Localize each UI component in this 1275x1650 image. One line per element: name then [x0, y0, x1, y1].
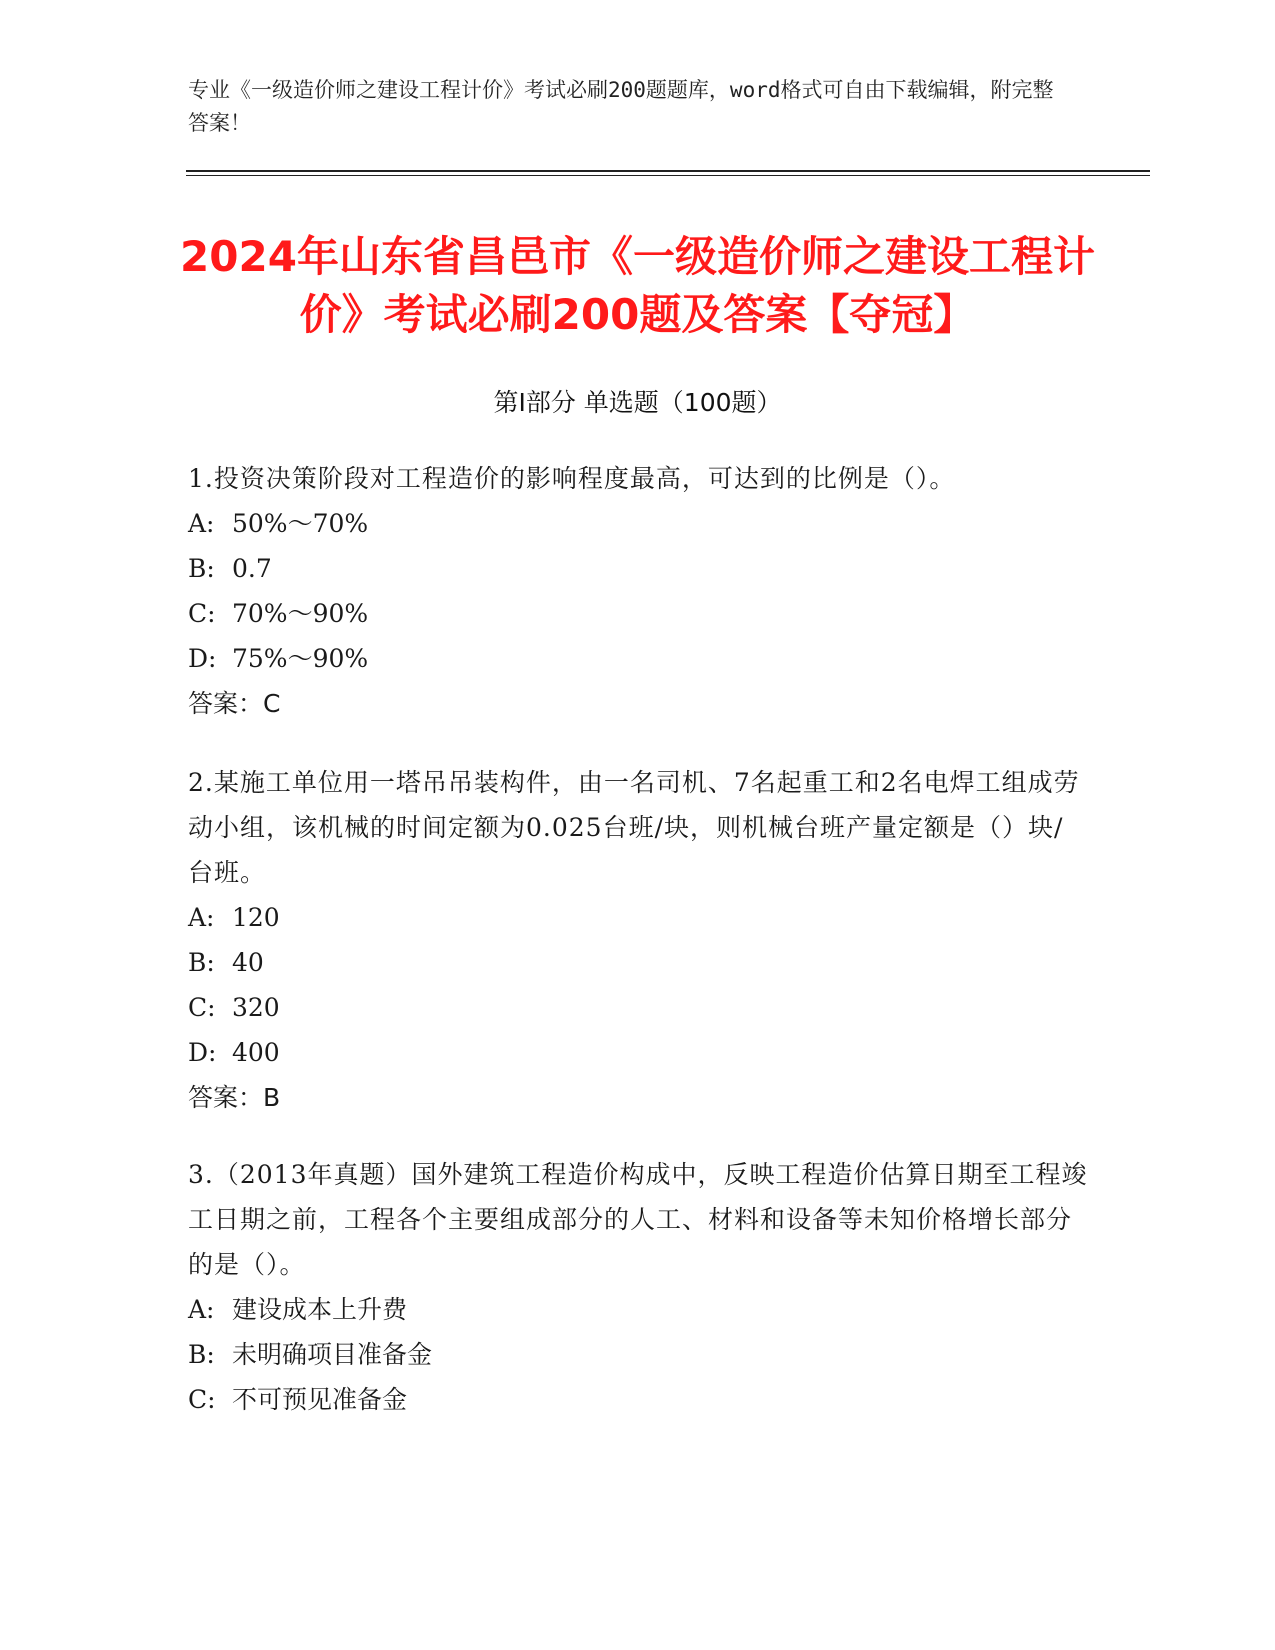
option-text: 400: [232, 1038, 280, 1067]
option-a: [188, 501, 1088, 546]
answer-line: 答案：B: [188, 1083, 281, 1112]
option-c: [188, 591, 1088, 636]
option-text: 50%～70%: [232, 509, 369, 538]
option-text: 建设成本上升费: [232, 1295, 408, 1324]
option-letter: D:: [188, 1038, 217, 1067]
option-text: 320: [232, 993, 280, 1022]
question-2: [188, 760, 1088, 1120]
option-d: [188, 636, 1088, 681]
option-b: [188, 546, 1088, 591]
option-letter: D:: [188, 644, 217, 673]
option-c: [188, 1377, 1088, 1422]
option-text: 未明确项目准备金: [232, 1340, 433, 1369]
option-letter: A:: [188, 1295, 215, 1324]
option-letter: C:: [188, 599, 216, 628]
option-letter: B:: [188, 554, 215, 583]
option-text: 不可预见准备金: [232, 1385, 408, 1414]
option-text: 120: [232, 903, 280, 932]
option-text: 40: [232, 948, 264, 977]
question-3: [188, 1152, 1088, 1422]
question-stem: 1.投资决策阶段对工程造价的影响程度最高，可达到的比例是（）。: [188, 464, 956, 493]
option-b: [188, 1332, 1088, 1377]
header-note: 专业《一级造价师之建设工程计价》考试必刷200题题库，word格式可自由下载编辑，附完整答案！: [188, 78, 1054, 135]
option-letter: C:: [188, 993, 216, 1022]
option-b: [188, 940, 1088, 985]
question-stem: 3.（2013年真题）国外建筑工程造价构成中，反映工程造价估算日期至工程竣工日期之前，工程各个主要组成部分的人工、材料和设备等未知价格增长部分的是（）。: [188, 1160, 1088, 1279]
header-rule-thin: [186, 175, 1150, 176]
option-letter: B:: [188, 1340, 215, 1369]
document-title: 2024年山东省昌邑市《一级造价师之建设工程计价》考试必刷200题及答案【夺冠】: [180, 232, 1095, 339]
option-letter: A:: [188, 509, 215, 538]
option-d: [188, 1030, 1088, 1075]
option-a: [188, 895, 1088, 940]
option-letter: C:: [188, 1385, 216, 1414]
option-text: 70%～90%: [232, 599, 369, 628]
header-rule-thick: [186, 170, 1150, 172]
question-stem: 2.某施工单位用一塔吊吊装构件，由一名司机、7名起重工和2名电焊工组成劳动小组，该机械的时间定额为0.025台班/块，则机械台班产量定额是（）块/台班。: [188, 768, 1080, 887]
option-a: [188, 1287, 1088, 1332]
section-heading: 第I部分 单选题（100题）: [493, 388, 782, 417]
answer-line: 答案：C: [188, 689, 281, 718]
option-text: 0.7: [232, 554, 272, 583]
option-c: [188, 985, 1088, 1030]
question-1: [188, 456, 1088, 726]
option-letter: B:: [188, 948, 215, 977]
option-text: 75%～90%: [232, 644, 369, 673]
option-letter: A:: [188, 903, 215, 932]
